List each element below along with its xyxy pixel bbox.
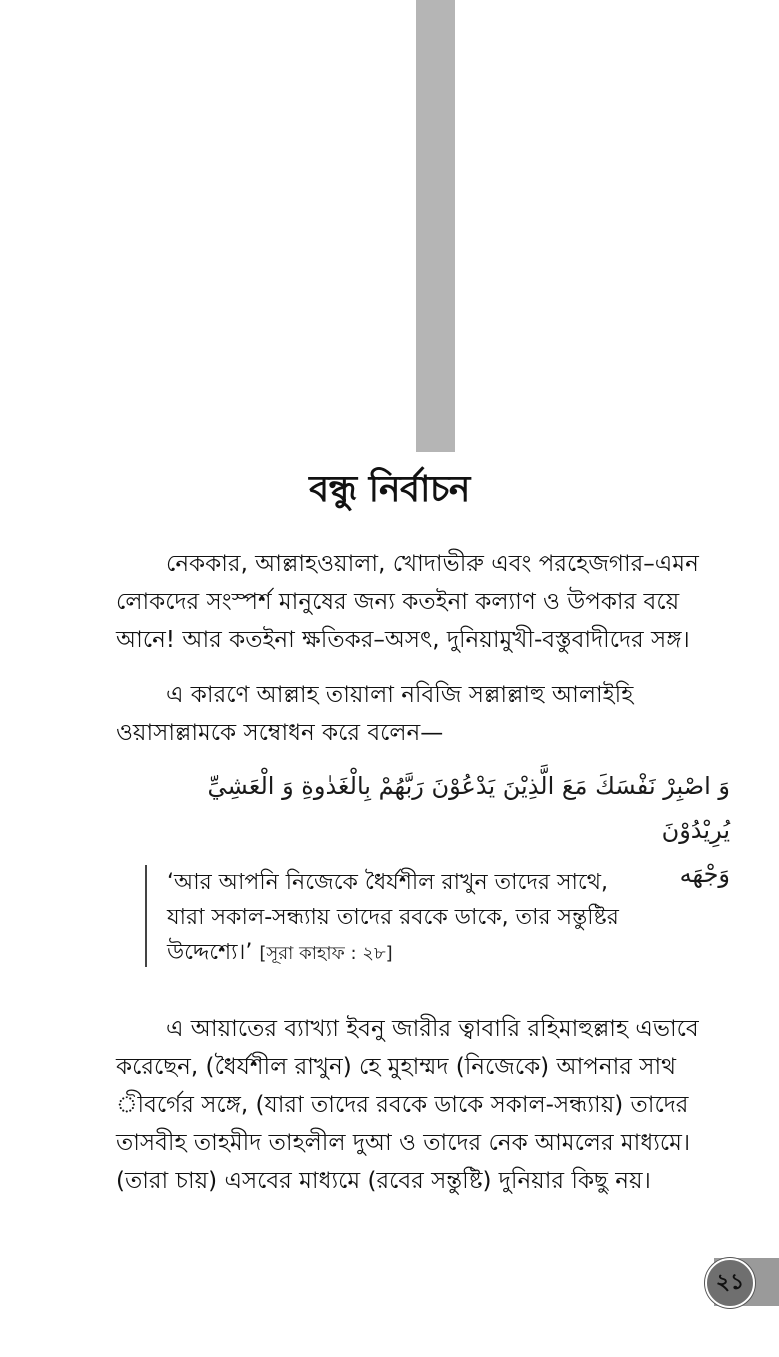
arabic-line: وَ اصْبِرْ نَفْسَكَ مَعَ الَّذِيْنَ يَدْعُوْنَ رَبَّهُمْ بِالْغَدٰوةِ وَ الْعَشِيِّ يُرِيْدُوْنَ [207, 772, 730, 844]
surah-citation: [সূরা কাহাফ : ২৮] [259, 943, 393, 964]
quote-text-end: উদ্দেশ্যে।’ [167, 940, 253, 965]
quote-line: যারা সকাল-সন্ধ্যায় তাদের রবকে ডাকে, তার সন্তুষ্টির [167, 905, 619, 930]
chapter-title: বন্ধু নির্বাচন [309, 469, 470, 510]
quote-line-last [167, 935, 707, 971]
paragraph-line: তাসবীহ তাহমীদ তাহলীল দুআ ও তাদের নেক আমলের মাধ্যমে। [116, 1130, 691, 1156]
paragraph-line: এ কারণে আল্লাহ তায়ালা নবিজি সল্লাল্লাহু আলাইহি [166, 682, 634, 708]
translation-blockquote [145, 865, 707, 967]
paragraph-line: ওয়াসাল্লামকে সম্বোধন করে বলেন— [116, 720, 444, 746]
paragraph-line: ীবর্গের সঙ্গে, (যারা তাদের রবকে ডাকে সকাল-সন্ধ্যায়) তাদের [116, 1092, 689, 1118]
decorative-top-bar [416, 0, 455, 452]
paragraph-line: লোকদের সংস্পর্শ মানুষের জন্য কতইনা কল্যাণ ও উপকার বয়ে [116, 589, 680, 615]
paragraph-2 [116, 676, 779, 752]
quote-line: ‘আর আপনি নিজেকে ধৈর্যশীল রাখুন তাদের সাথে, [167, 870, 608, 895]
paragraph-3 [116, 1010, 779, 1200]
paragraph-line: আনে! আর কতইনা ক্ষতিকর–অসৎ, দুনিয়ামুখী-বস্তুবাদীদের সঙ্গ। [116, 627, 690, 653]
paragraph-line: করেছেন, (ধৈর্যশীল রাখুন) হে মুহাম্মদ (নিজেকে) আপনার সাথ [116, 1054, 677, 1080]
paragraph-line: (তারা চায়) এসবের মাধ্যমে (রবের সন্তুষ্টি) দুনিয়ার কিছু নয়। [116, 1168, 651, 1194]
arabic-line: وَجْهَه [679, 860, 730, 888]
paragraph-line: নেককার, আল্লাহওয়ালা, খোদাভীরু এবং পরহেজগার–এমন [166, 551, 699, 577]
paragraph-1 [116, 545, 779, 659]
paragraph-line: এ আয়াতের ব্যাখ্যা ইবনু জারীর ত্বাবারি রহিমাহুল্লাহ এভাবে [166, 1016, 699, 1042]
page-number: ২১ [705, 1258, 755, 1308]
